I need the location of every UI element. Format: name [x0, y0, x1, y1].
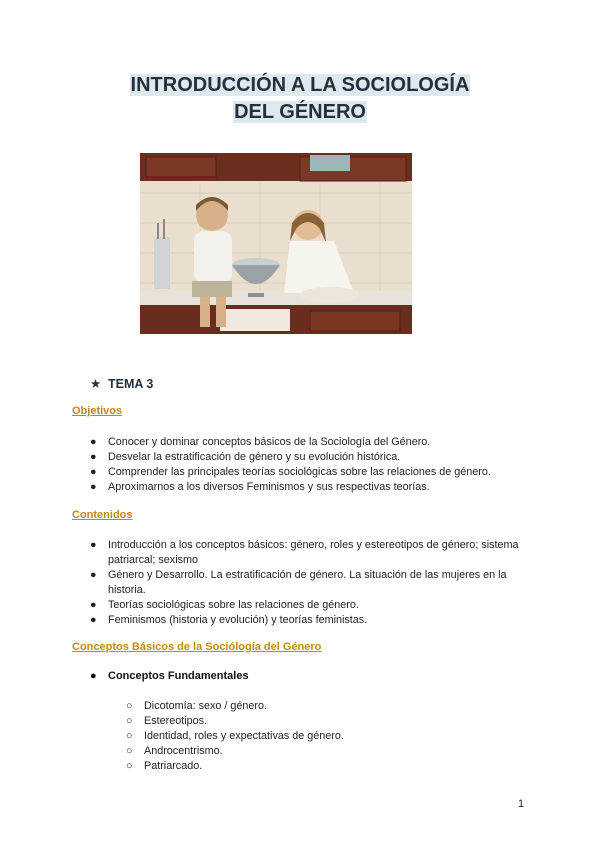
list-item — [126, 759, 506, 774]
list-item — [90, 480, 520, 495]
star-bullet: ★ — [90, 377, 102, 391]
list-item-text: Conocer y dominar conceptos básicos de la Sociología del Género. — [108, 436, 431, 448]
bullet: ● — [90, 451, 97, 463]
bullet: ● — [90, 569, 97, 581]
photo-illustration — [140, 153, 412, 334]
conceptos-subheading — [90, 670, 249, 682]
title-line-2: DEL GÉNERO — [234, 101, 366, 123]
document-title — [0, 72, 600, 126]
page-number: 1 — [518, 798, 525, 810]
children-cooking-photo — [140, 153, 412, 334]
tema-heading — [90, 376, 153, 391]
list-item-text: Dicotomía: sexo / género. — [144, 700, 268, 712]
bullet: ● — [90, 670, 97, 682]
list-item — [90, 613, 530, 628]
list-item-text: Feminismos (historia y evolución) y teorías feministas. — [108, 614, 368, 626]
bullet: ● — [90, 614, 97, 626]
title-line-1: INTRODUCCIÓN A LA SOCIOLOGÍA — [130, 74, 470, 96]
list-item-text: Estereotipos. — [144, 715, 208, 727]
bullet: ● — [90, 466, 97, 478]
list-item — [126, 744, 506, 759]
bullet: ● — [90, 481, 97, 493]
bullet: ○ — [126, 745, 133, 757]
list-item-text: Desvelar la estratificación de género y su evolución histórica. — [108, 451, 401, 463]
list-item — [126, 714, 506, 729]
bullet: ● — [90, 539, 97, 551]
list-item — [90, 435, 520, 450]
list-item-text: Aproximarnos a los diversos Feminismos y sus respectivas teorías. — [108, 481, 430, 493]
contenidos-heading: Contenidos — [72, 509, 133, 521]
bullet: ○ — [126, 715, 133, 727]
list-item — [90, 568, 530, 598]
bullet: ○ — [126, 730, 133, 742]
bullet: ○ — [126, 760, 133, 772]
list-item-text: Introducción a los conceptos básicos: género, roles y estereotipos de género; sistema patriarcal; sexismo — [108, 539, 519, 566]
conceptos-heading: Conceptos Básicos de la Sociólogía del Género — [72, 641, 322, 653]
subheading-text: Conceptos Fundamentales — [108, 670, 249, 682]
objetivos-list — [90, 435, 520, 495]
list-item-text: Patriarcado. — [144, 760, 203, 772]
contenidos-list — [90, 538, 530, 628]
conceptos-list — [126, 699, 506, 774]
list-item — [90, 598, 530, 613]
list-item-text: Comprender las principales teorías sociológicas sobre las relaciones de género. — [108, 466, 491, 478]
tema-label: TEMA 3 — [108, 377, 154, 391]
objetivos-heading: Objetivos — [72, 405, 123, 417]
list-item-text: Género y Desarrollo. La estratificación de género. La situación de las mujeres en la historia. — [108, 569, 507, 596]
bullet: ○ — [126, 700, 133, 712]
list-item — [126, 729, 506, 744]
list-item — [90, 465, 520, 480]
bullet: ● — [90, 436, 97, 448]
list-item — [90, 450, 520, 465]
list-item — [90, 538, 530, 568]
list-item-text: Identidad, roles y expectativas de género. — [144, 730, 344, 742]
list-item-text: Androcentrismo. — [144, 745, 223, 757]
list-item-text: Teorías sociológicas sobre las relaciones de género. — [108, 599, 359, 611]
list-item — [126, 699, 506, 714]
bullet: ● — [90, 599, 97, 611]
